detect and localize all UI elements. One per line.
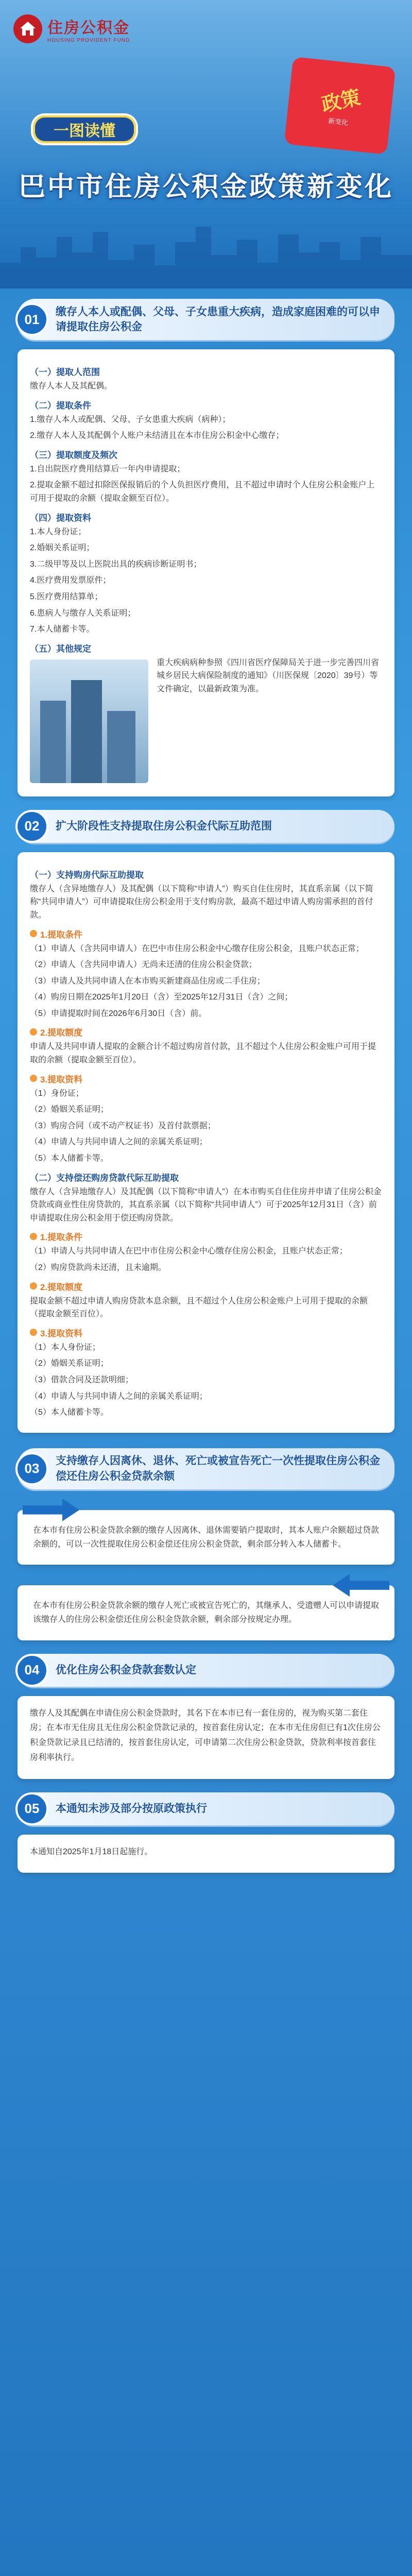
section-02 [18,810,394,1433]
section-number: 02 [15,810,48,843]
list-item: （3）购房合同（或不动产权证书）及首付款票据； [30,1121,216,1130]
section-header [18,810,394,843]
section-03 [18,1448,394,1640]
section-title: 扩大阶段性支持提取住房公积金代际互助范围 [56,820,272,833]
section-title: 支持缴存人因离休、退休、死亡或被宣告死亡一次性提取住房公积金偿还住房公积金贷款余额 [56,1455,380,1482]
badge-sub: 新变化 [328,116,349,127]
paragraph: 缴存人（含异地缴存人）及其配偶（以下简称“申请人”）在本市购买自住住房并申请了住房公积金贷款或商业性住房贷款的，其直系亲属（以下简称“共同申请人”）可于2025年12月31日（含）前申请提取住房公积金用于偿还购房贷款。 [30,1187,382,1223]
list-item: （4）申请人与共同申请人之间的亲属关系证明； [30,1138,208,1147]
orange-heading: 3.提取资料 [30,1326,382,1339]
logo [13,14,130,43]
content-card [18,1510,394,1565]
paragraph: 缴存人本人及其配偶。 [30,382,113,391]
section-header [18,1792,394,1825]
paragraph: 2.提取金额不超过扣除医保报销后的个人负担医疗费用，且不超过申请时个人住房公积金账户上可用于提取的余额（提取金额至百位）。 [30,481,375,503]
list-item: （4）申请人与共同申请人之间的亲属关系证明； [30,1392,208,1401]
section-05 [18,1792,394,1873]
list-item: 6.患病人与缴存人关系证明； [30,608,136,618]
paragraph: 提取金额不超过申请人购房贷款本息余额，且不超过个人住房公积金账户上可用于提取的余额（提取金额至百位）。 [30,1296,368,1319]
content-card [18,349,394,796]
sub-heading: （一）支持购房代际互助提取 [30,870,144,880]
orange-heading: 2.提取额度 [30,1280,382,1293]
badge-main: 政策 [319,87,363,116]
paragraph: 重大疾病病种参照《四川省医疗保障局关于进一步完善四川省城乡居民大病保险制度的通知》（川医保规〔2020〕39号）等文件确定，以最新政策为准。 [157,658,380,693]
paragraph: 本通知自2025年1月18日起施行。 [30,1847,153,1856]
arrow-right-icon [23,1499,79,1521]
sub-heading: （二）提取条件 [30,400,91,411]
bullet-icon [30,1028,37,1036]
list-item: （5）本人储蓄卡等。 [30,1154,109,1163]
content-card [18,1585,394,1640]
section-number: 05 [15,1792,48,1825]
list-item: （1）申请人（含共同申请人）在巴中市住房公积金中心缴存住房公积金，且账户状态正常； [30,944,364,953]
section-title: 本通知未涉及部分按原政策执行 [56,1802,207,1815]
list-item: 7.本人储蓄卡等。 [30,625,95,634]
section-number: 04 [15,1654,48,1687]
section-04 [18,1654,394,1779]
list-item: （4）购房日期在2025年1月20日（含）至2025年12月31日（含）之间； [30,993,293,1002]
orange-heading: 1.提取条件 [30,927,382,940]
list-item: （3）申请人及共同申请人在本市购买新建商品住房或二手住房； [30,976,265,986]
section-header [18,1448,394,1489]
paragraph: 在本市有住房公积金贷款余额的缴存人因离休、退休需要销户提取时，其本人账户余额超过贷款余额的，可以一次性提取住房公积金偿还住房公积金贷款，剩余部分转入本人储蓄卡。 [33,1526,380,1549]
section-number: 03 [15,1452,48,1485]
sub-heading: （二）支持偿还购房贷款代际互助提取 [30,1173,179,1183]
list-item: 2.婚姻关系证明； [30,544,95,553]
list-item: （1）本人身份证； [30,1343,100,1352]
list-item: （5）本人储蓄卡等。 [30,1408,109,1417]
list-item: 5.医疗费用结算单； [30,592,103,601]
content-card [18,852,394,1433]
paragraph: 缴存人（含异地缴存人）及其配偶（以下简称“申请人”）购买自住住房时，其直系亲属（以下简称“共同申请人”）可申请提取住房公积金用于支付购房款，最高不超过申请人购房需承担的首付款。 [30,884,373,920]
list-item: （1）身份证； [30,1089,84,1098]
list-item: 1.本人身份证； [30,527,87,536]
bullet-icon [30,1282,37,1290]
paragraph: 申请人及共同申请人提取的金额合计不超过购房首付款，且不超过个人住房公积金账户可用于提取的余额（提取金额至百位）。 [30,1042,376,1065]
sub-heading: （四）提取资料 [30,513,91,523]
list-item: （5）申请提取时间在2026年6月30日（含）前。 [30,1009,207,1018]
section-header [18,1654,394,1687]
paragraph: 缴存人及其配偶在申请住房公积金贷款时，其名下在本市已有一套住房的，视为购买第二套住房；在本市无住房且无住房公积金贷款记录的，按首套住房认定；在本市无住房但已有1次住房公积金贷款记录且已结清的，按首套住房认定，可申请第二次住房公积金贷款，贷款利率按首套住房利率执行。 [30,1708,381,1762]
paragraph: 1.缴存人本人或配偶、父母、子女患重大疾病（病种）； [30,415,231,424]
sub-heading: （三）提取额度及频次 [30,450,117,460]
orange-heading: 2.提取额度 [30,1025,382,1038]
paragraph: 2.缴存人本人及其配偶个人账户未结清且在本市住房公积金中心缴存； [30,431,284,440]
page-title: 巴中市住房公积金政策新变化 [18,172,393,202]
city-skyline [0,216,412,289]
list-item: 3.二级甲等及以上医院出具的疾病诊断证明书； [30,560,202,569]
orange-heading: 1.提取条件 [30,1230,382,1243]
bullet-icon [30,1075,37,1082]
header-banner [0,0,412,289]
sub-heading: （一）提取人范围 [30,367,100,377]
section-01 [18,299,394,796]
list-item: （1）申请人与共同申请人在巴中市住房公积金中心缴存住房公积金，且账户状态正常； [30,1247,348,1256]
list-item: 4.医疗费用发票原件； [30,576,111,585]
buildings-illustration [30,659,148,783]
section-title: 优化住房公积金贷款套数认定 [56,1664,196,1676]
section-title: 缴存人本人或配偶、父母、子女患重大疾病，造成家庭困难的可以申请提取住房公积金 [56,306,380,333]
bullet-icon [30,1329,37,1336]
orange-heading: 3.提取资料 [30,1072,382,1085]
paragraph: 1.自出院医疗费用结算后一年内申请提取； [30,464,185,473]
list-item: （3）借款合同及还款明细； [30,1375,133,1384]
logo-name: 住房公积金 [47,19,130,37]
list-item: （2）婚姻关系证明； [30,1359,109,1368]
bullet-icon [30,930,37,937]
list-item: （2）申请人（含共同申请人）无尚未还清的住房公积金贷款； [30,960,257,970]
paragraph: 在本市有住房公积金贷款余额的缴存人死亡或被宣告死亡的，其继承人、受遗赠人可以申请提取该缴存人的住房公积金偿还住房公积金贷款余额，剩余部分按规定办理。 [33,1601,380,1624]
sub-heading: （五）其他规定 [30,643,91,654]
list-item: （2）婚姻关系证明； [30,1105,109,1114]
section-header [18,299,394,340]
list-item: （2）购房贷款尚未还清，且未逾期。 [30,1263,166,1272]
policy-badge [284,57,396,155]
read-pill: 一图读懂 [31,113,138,145]
arrow-left-icon [333,1574,389,1597]
bullet-icon [30,1233,37,1240]
content-card [18,1835,394,1873]
logo-en: HOUSING PROVIDENT FUND [47,37,130,43]
house-icon [13,14,42,43]
content-card [18,1696,394,1779]
section-number: 01 [15,303,48,336]
